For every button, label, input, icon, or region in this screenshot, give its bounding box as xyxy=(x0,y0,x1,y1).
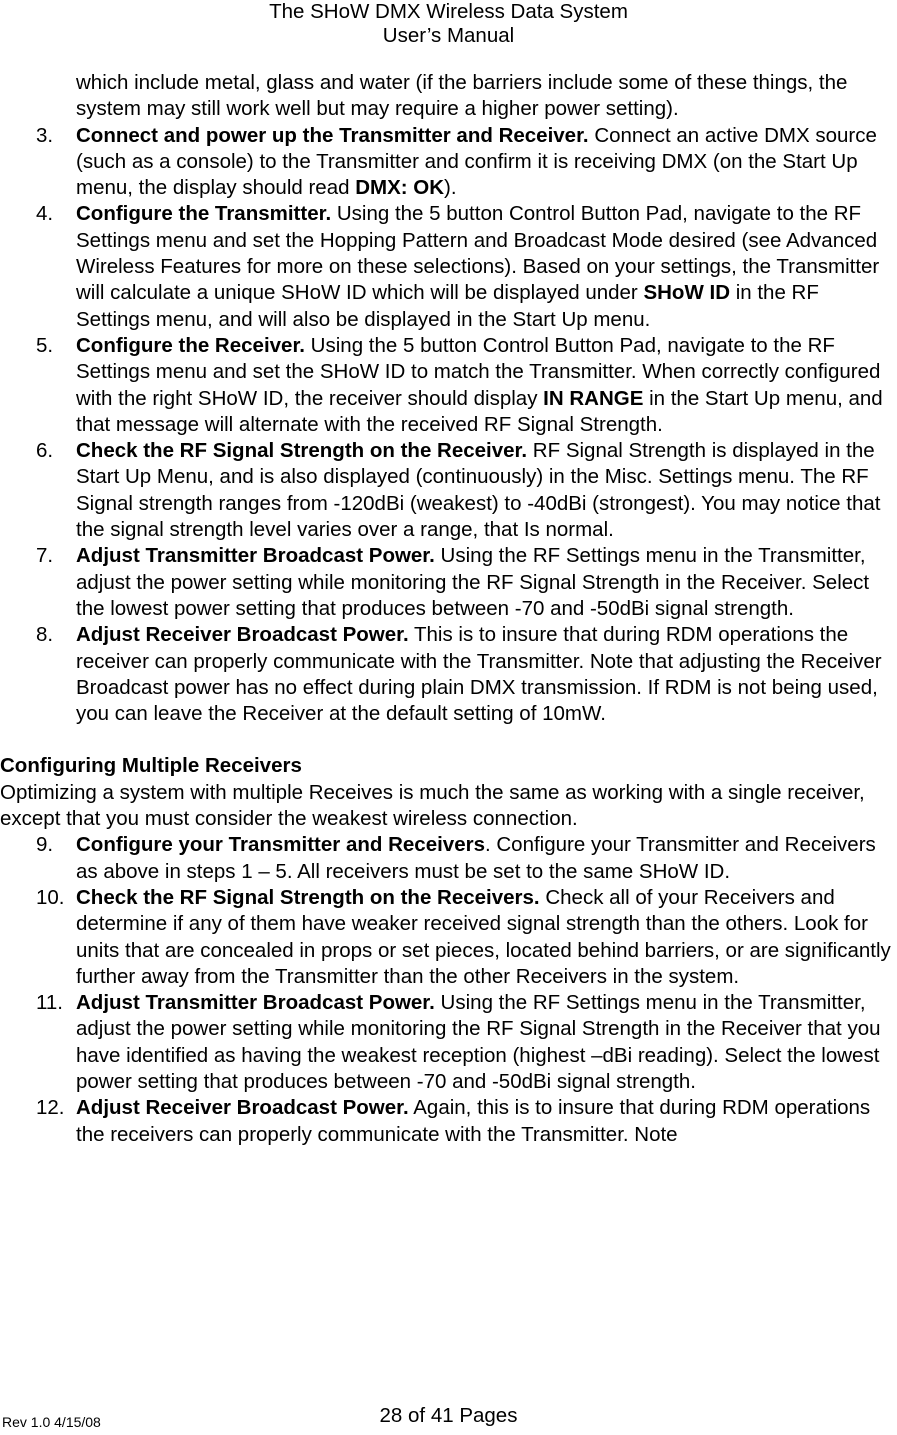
step-title: Adjust Transmitter Broadcast Power. xyxy=(76,544,435,568)
step-text: RF Signal Strength is displayed in the Start Up Menu, and is also displayed (continuously) in the Misc. Settings menu. The RF Signal strength ranges from -120dBi (weakest) to -40dBi (strongest). You may notice that the signal strength level varies over a range, that Is normal. xyxy=(76,439,881,542)
step-title: Check the RF Signal Strength on the Receiver. xyxy=(76,439,528,463)
step-text: Using the 5 button Control Button Pad, navigate to the RF Settings menu and set the SHoW ID to match the Transmitter. When correctly configured with the right SHoW ID, the receiver should display xyxy=(76,333,881,410)
step-item xyxy=(0,885,897,990)
page-header xyxy=(0,0,897,48)
step-title: Adjust Receiver Broadcast Power. xyxy=(76,623,409,647)
step-title: Configure the Receiver. xyxy=(76,333,305,357)
step-text: Using the RF Settings menu in the Transmitter, adjust the power setting while monitoring the RF Signal Strength in the Receiver that you have identified as having the weakest reception (highest –dBi reading). Select the lowest power setting that produces between -70 and -50dBi signal strength. xyxy=(76,991,881,1093)
step-text: . Configure your Transmitter and Receivers as above in steps 1 – 5. All receivers must be set to the same SHoW ID. xyxy=(76,833,876,883)
step-number: 9. xyxy=(36,833,54,857)
step-number: 10. xyxy=(36,885,65,909)
step-text: Again, this is to insure that during RDM operations the receivers can properly communicate with the Transmitter. Note xyxy=(76,1096,871,1146)
step-item xyxy=(0,543,897,622)
step-title: Adjust Receiver Broadcast Power. xyxy=(76,1096,409,1120)
continuation-text: which include metal, glass and water (if the barriers include some of these things, the system may still work well but may require a higher power setting). xyxy=(76,71,848,121)
step-item xyxy=(0,201,897,332)
document-title: The SHoW DMX Wireless Data System xyxy=(269,0,628,23)
step-text: Using the 5 button Control Button Pad, navigate to the RF Settings menu and set the Hopping Pattern and Broadcast Mode desired (see Advanced Wireless Features for more on these selections). Based on your settings, the Transmitter will calculate a unique SHoW ID which will be displayed under xyxy=(76,202,880,305)
step-text: Using the RF Settings menu in the Transmitter, adjust the power setting while monitoring the RF Signal Strength in the Receiver. Select the lowest power setting that produces between -70 and -50dBi signal strength. xyxy=(76,544,870,620)
section-heading: Configuring Multiple Receivers xyxy=(0,754,302,778)
step-bold-text: SHoW ID xyxy=(643,281,730,305)
page-body xyxy=(0,70,897,1148)
step-title: Connect and power up the Transmitter and Receiver. xyxy=(76,123,589,147)
step-item xyxy=(0,832,897,885)
step-text-end: in the RF Settings menu, and will also be displayed in the Start Up menu. xyxy=(76,281,819,331)
page-number: 28 of 41 Pages xyxy=(379,1404,518,1427)
step-item xyxy=(0,990,897,1095)
step-text: Check all of your Receivers and determine if any of them have weaker received signal strength than the others. Look for units that are concealed in props or set pieces, located behind barriers, or are significantly further away from the Transmitter than the other Receivers in the system. xyxy=(76,885,891,988)
step-number: 8. xyxy=(36,623,54,647)
step-number: 4. xyxy=(36,202,54,226)
steps-list-multiple-receivers xyxy=(0,832,897,1148)
step-number: 6. xyxy=(36,439,54,463)
document-subtitle: User’s Manual xyxy=(382,24,515,47)
step-text-end: ). xyxy=(444,176,457,200)
step-bold-text: IN RANGE xyxy=(543,386,644,410)
step-item xyxy=(0,333,897,438)
step-title: Check the RF Signal Strength on the Receivers. xyxy=(76,885,540,909)
step-item xyxy=(0,1095,897,1148)
step-title: Configure your Transmitter and Receivers xyxy=(76,833,485,857)
step-text: Connect an active DMX source (such as a console) to the Transmitter and confirm it is receiving DMX (on the Start Up menu, the display should read xyxy=(76,123,877,200)
steps-list xyxy=(0,123,897,728)
step-bold-text: DMX: OK xyxy=(355,176,445,200)
step-title: Configure the Transmitter. xyxy=(76,202,332,226)
step-number: 5. xyxy=(36,333,54,357)
step-number: 3. xyxy=(36,123,54,147)
step-number: 11. xyxy=(36,991,63,1015)
section-intro: Optimizing a system with multiple Receives is much the same as working with a single receiver, except that you must consider the weakest wireless connection. xyxy=(0,780,865,831)
step-item xyxy=(0,438,897,543)
revision-label: Rev 1.0 4/15/08 xyxy=(2,1414,101,1430)
page-footer xyxy=(0,1403,897,1430)
step-number: 12. xyxy=(36,1096,65,1120)
step-title: Adjust Transmitter Broadcast Power. xyxy=(76,991,435,1015)
step-text: This is to insure that during RDM operations the receiver can properly communicate with the Transmitter. Note that adjusting the Receiver Broadcast power has no effect during plain DMX transmission. If RDM is not being used, you can leave the Receiver at the default setting of 10mW. xyxy=(76,623,882,726)
step-text-end: in the Start Up menu, and that message will alternate with the received RF Signal Strength. xyxy=(76,386,883,436)
step-item xyxy=(0,622,897,727)
step-number: 7. xyxy=(36,544,54,568)
step-item xyxy=(0,123,897,202)
